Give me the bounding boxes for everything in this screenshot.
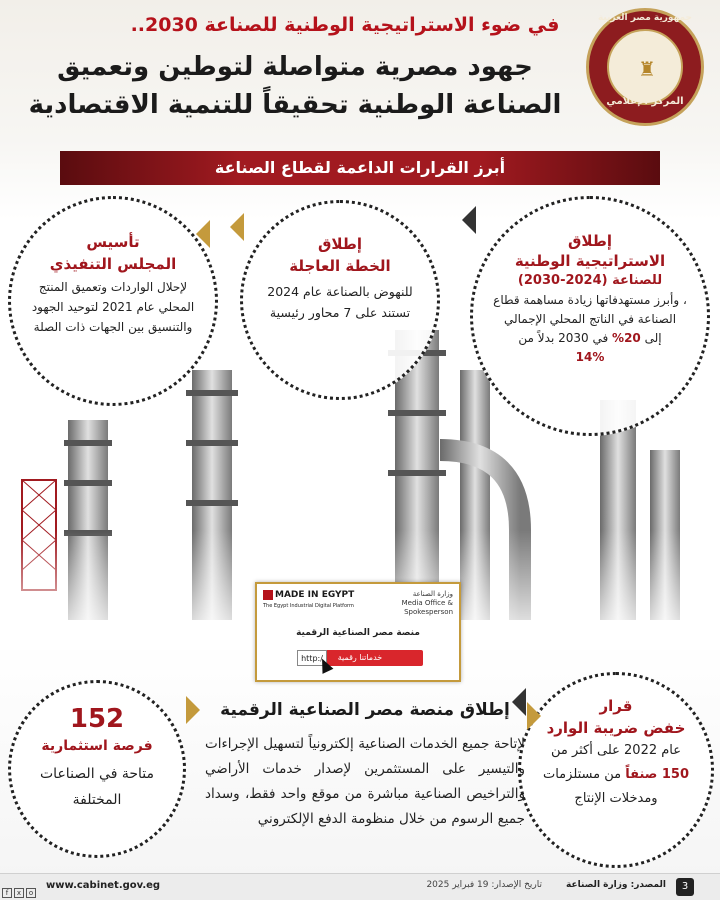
council-title-2: المجلس التنفيذي xyxy=(49,255,177,273)
ministry-sub: Media Office & Spokesperson xyxy=(401,599,453,616)
circle-strategy xyxy=(470,196,710,436)
strategy-body: ، وأبرز مستهدفاتها زيادة مساهمة قطاع الصناعة في الناتج المحلي الإجمالي xyxy=(493,293,687,326)
circle-tariff-cut xyxy=(518,672,714,868)
opportunities-marker xyxy=(186,696,200,724)
urgent-plan-body: للنهوض بالصناعة عام 2024 تستند على 7 محاور رئيسية xyxy=(267,284,413,320)
seal-top-text: جمهورية مصر العربية xyxy=(597,13,693,23)
logo-text: MADE IN EGYPT xyxy=(275,590,355,600)
seal-inner-disc xyxy=(607,29,683,105)
card-title: منصة مصر الصناعية الرقمية xyxy=(296,628,420,638)
strategy-title-3: للصناعة (2024-2030) xyxy=(517,273,663,288)
footer-url[interactable]: www.cabinet.gov.eg xyxy=(46,880,161,891)
footer-source: المصدر: وزارة الصناعة xyxy=(566,880,666,890)
circle-executive-council xyxy=(8,196,218,406)
platform-description: لإتاحة جميع الخدمات الصناعية إلكترونياً لتسهيل الإجراءات والتيسير على المستثمرين لإصدار خدمات الأراضي والتراخيص الصناعية مباشرة من موقع واحد فقط، وسداد جميع الرسوم من خلال منظومة الدفع الإلكتروني xyxy=(205,736,525,827)
card-url-box: http:/ xyxy=(297,650,327,666)
section-banner xyxy=(0,151,720,185)
facebook-icon[interactable]: f xyxy=(2,888,12,898)
council-title-1: تأسيس xyxy=(86,233,140,251)
opportunities-number: 152 xyxy=(69,704,125,734)
logo-sub-text: The Egypt Industrial Digital Platform xyxy=(263,603,354,609)
opportunities-label: فرصة استثمارية xyxy=(41,738,153,754)
opportunities-body: متاحة في الصناعات المختلفة xyxy=(40,766,154,808)
title-line-2: الصناعة الوطنية تحقيقاً للتنمية الاقتصادية xyxy=(28,90,562,120)
strategy-target-pre: إلى xyxy=(640,331,662,345)
strategy-target-post: في 2030 بدلاً من xyxy=(518,331,613,345)
ministry-logo-text xyxy=(363,590,453,617)
circle-urgent-plan xyxy=(240,200,440,400)
tariff-body-1: عام 2022 على أكثر من xyxy=(550,743,682,758)
logo-square-icon xyxy=(263,590,273,600)
platform-marker xyxy=(527,702,541,730)
page-title xyxy=(20,48,570,124)
tariff-title-2: خفض ضريبة الوارد xyxy=(546,719,686,737)
strategy-title-1: إطلاق xyxy=(567,232,613,250)
circle-investment-opportunities xyxy=(8,680,186,858)
page-number: 3 xyxy=(676,878,694,896)
strategy-baseline: 14% xyxy=(575,350,605,364)
footer-date: تاريخ الإصدار: 19 فبراير 2025 xyxy=(426,880,542,890)
made-in-egypt-logo xyxy=(263,590,354,611)
platform-title: إطلاق منصة مصر الصناعية الرقمية xyxy=(220,700,510,720)
urgent-plan-marker xyxy=(230,213,244,241)
banner-text: أبرز القرارات الداعمة لقطاع الصناعة xyxy=(214,158,506,177)
tariff-body-2-post: من مستلزمات xyxy=(542,767,626,782)
tariff-body-3: ومدخلات الإنتاج xyxy=(574,791,658,806)
council-marker xyxy=(196,220,210,248)
cabinet-media-center-seal xyxy=(586,8,704,126)
platform-screenshot-card xyxy=(255,582,461,682)
instagram-icon[interactable]: o xyxy=(26,888,36,898)
strategy-target-highlight: 20% xyxy=(612,331,641,345)
x-icon[interactable]: x xyxy=(14,888,24,898)
tariff-title-1: قرار xyxy=(599,697,633,715)
eagle-icon: ♜ xyxy=(638,57,656,81)
title-line-1: جهود مصرية متواصلة لتوطين وتعميق xyxy=(57,52,533,82)
urgent-plan-title-1: إطلاق xyxy=(317,235,363,253)
card-services-bar: خدماتنا رقمية xyxy=(297,650,423,666)
strategy-marker xyxy=(462,206,476,234)
ministry-name: وزارة الصناعة xyxy=(412,590,453,598)
council-body: لإحلال الواردات وتعميق المنتج المحلي عام 2021 لتوحيد الجهود والتنسيق بين الجهات ذات الصلة xyxy=(31,280,195,334)
social-icons xyxy=(0,880,40,899)
strategy-title-2: الاستراتيجية الوطنية xyxy=(514,252,666,270)
tariff-highlight: 150 صنفاً xyxy=(625,767,690,782)
urgent-plan-title-2: الخطة العاجلة xyxy=(289,257,391,275)
strategy-target xyxy=(491,329,689,348)
footer-bar xyxy=(0,873,720,900)
tariff-body-2 xyxy=(531,763,701,787)
seal-bottom-text: المركز الإعلامي xyxy=(606,96,684,107)
header-subtitle: في ضوء الاستراتيجية الوطنية للصناعة 2030.. xyxy=(130,14,560,36)
